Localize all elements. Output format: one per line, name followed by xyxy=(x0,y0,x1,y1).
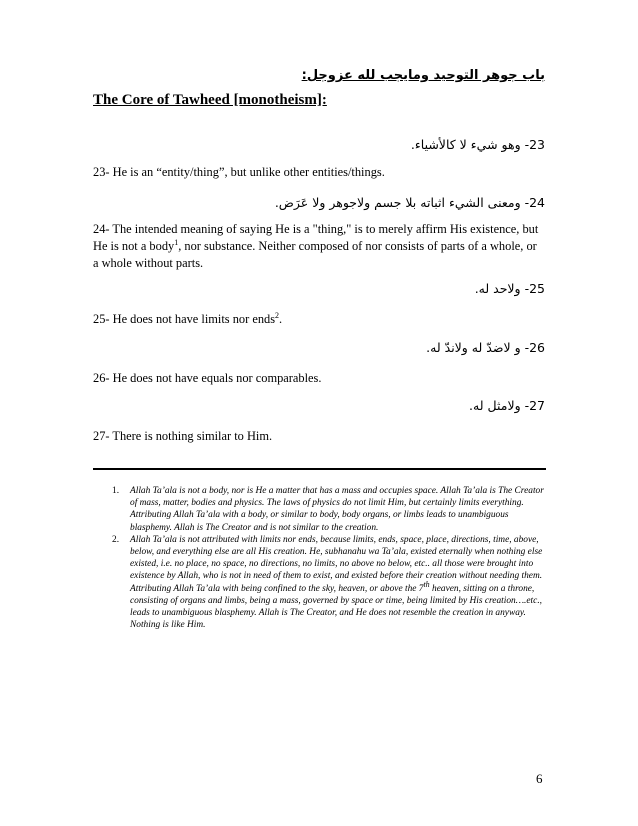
arabic-line-27: 27- ولامثل له. xyxy=(469,398,545,413)
arabic-chapter-heading: باب جوهر التوحيد ومايجب لله عزوجل: xyxy=(301,68,545,83)
footnote-divider xyxy=(93,468,546,470)
footnote-2 xyxy=(112,534,544,632)
footnote-text: Allah Ta’ala is not a body, nor is He a matter that has a mass and occupies space. Allah Ta’ala is The Creator of mass, matter, bodies and physics. The laws of physics do not limit Him, but certainly limits everything. Attributing Allah Ta’ala with a body, or similar to body, body organs, or limbs leads to unambiguous blasphemy. Allah is The Creator and is not similar to the creation. xyxy=(130,486,544,533)
paragraph-27: 27- There is nothing similar to Him. xyxy=(93,429,273,443)
arabic-line-23: 23- وهو شيء لا كالأشياء. xyxy=(410,137,545,152)
paragraph-26: 26- He does not have equals nor comparables. xyxy=(93,371,322,385)
footnote-1 xyxy=(112,485,544,534)
arabic-line-24: 24- ومعنى الشيء اثباته بلا جسم ولاجوهر ولا عَرَض. xyxy=(274,195,545,210)
footnote-ref-2: 2 xyxy=(275,310,280,320)
paragraph-24: 24- The intended meaning of saying He is a "thing," is to merely affirm His existence, but He is not a body$^1$, nor substance. Neither composed of nor consists of parts of a whole, or a whole without parts. xyxy=(93,222,539,270)
footnote-number: 2. xyxy=(112,534,120,545)
page-number: 6 xyxy=(536,771,543,786)
footnote-number: 1. xyxy=(112,486,120,496)
footnote-ref-1: 1 xyxy=(174,237,179,247)
footnote-text: Allah Ta’ala is not attributed with limits nor ends, because limits, ends, space, place, directions, time, above, below, and everything else are all His creation. He, subhanahu wa Ta’ala, existed eternally when nothing else existed, i.e. no place, no space, no directions, no limits, no above no below, etc.. all those were brought into existence by Allah, who is not in need of them to exist, and existed before their creation without needing them. Attributing Allah Ta’ala with being confined to the sky, heaven, or above the 7th heaven, sitting on a throne, consisting of organs and limbs, being a mass, governed by space or time, being limited by His creation….etc., leads to unambiguous blasphemy. Allah is The Creator, and He does not resemble the creation in anyway. Nothing is like Him. xyxy=(130,534,543,631)
page-heading: The Core of Tawheed [monotheism]: xyxy=(93,92,327,108)
paragraph-23: 23- He is an “entity/thing”, but unlike other entities/things. xyxy=(93,165,385,179)
paragraph-25: 25- He does not have limits nor ends$^2$. xyxy=(93,310,283,326)
arabic-line-25: 25- ولاحد له. xyxy=(474,281,545,296)
arabic-line-26: 26- و لاضدّ له ولاندّ له. xyxy=(426,340,545,355)
footnotes xyxy=(112,485,544,631)
